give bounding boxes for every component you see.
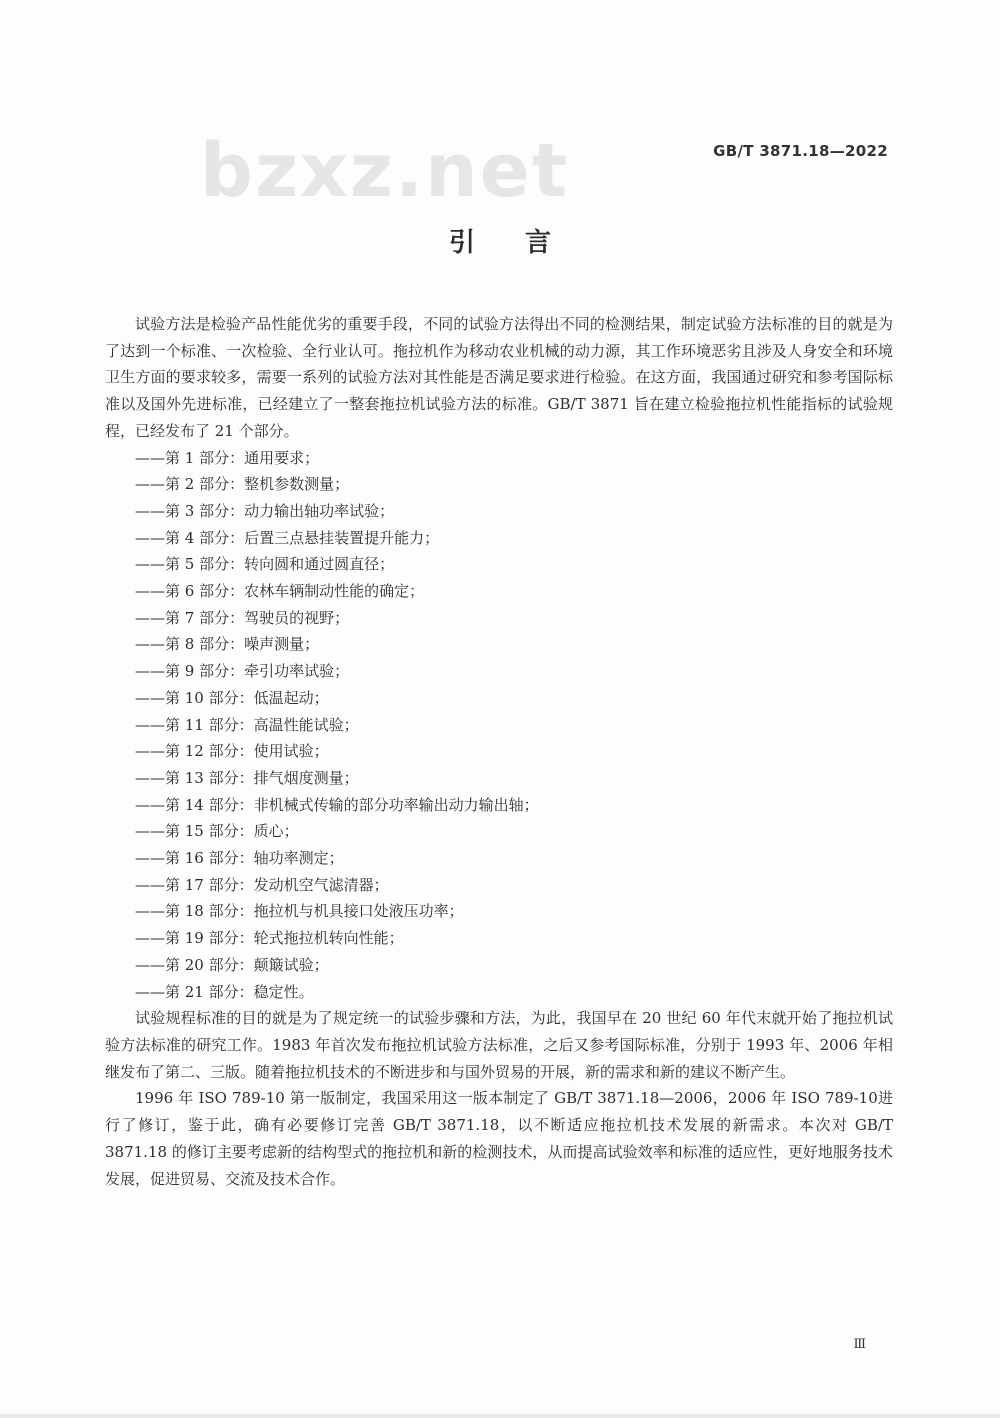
intro-body — [105, 311, 893, 1192]
parts-list — [105, 445, 893, 1006]
intro-paragraph-2: 试验规程标准的目的就是为了规定统一的试验步骤和方法，为此，我国早在 20 世纪 60 年代末就开始了拖拉机试验方法标准的研究工作。1983 年首次发布拖拉机试验方法标准，之后又参考国际标准，分别于 1993 年、2006 年相继发布了第二、三版。随着拖拉机技术的不断进步和与国外贸易的开展，新的需求和新的建议不断产生。 — [105, 1009, 893, 1081]
intro-paragraph-3: 1996 年 ISO 789-10 第一版制定，我国采用这一版本制定了 GB/T 3871.18—2006，2006 年 ISO 789-10进行了修订，鉴于此，确有必要修订完善 GB/T 3871.18，以不断适应拖拉机技术发展的新需求。本次对 GB/T 3871.18 的修订主要考虑新的结构型式的拖拉机和新的检测技术，从而提高试验效率和标准的适应性，更好地服务技术发展，促进贸易、交流及技术合作。 — [105, 1089, 893, 1188]
page-title: 引言 — [448, 228, 601, 258]
list-item: ——第 17 部分：发动机空气滤清器； — [135, 875, 389, 894]
list-item: ——第 21 部分：稳定性。 — [135, 982, 314, 1001]
list-item: ——第 13 部分：排气烟度测量； — [135, 768, 359, 787]
list-item: ——第 14 部分：非机械式传输的部分功率输出动力输出轴； — [135, 795, 539, 814]
page-edge-shadow — [0, 1414, 1000, 1418]
intro-paragraph-1: 试验方法是检验产品性能优劣的重要手段，不同的试验方法得出不同的检测结果，制定试验方法标准的目的就是为了达到一个标准、一次检验、全行业认可。拖拉机作为移动农业机械的动力源，其工作环境恶劣且涉及人身安全和环境卫生方面的要求较多，需要一系列的试验方法对其性能是否满足要求进行检验。在这方面，我国通过研究和参考国际标准以及国外先进标准，已经建立了一整套拖拉机试验方法的标准。GB/T 3871 旨在建立检验拖拉机性能指标的试验规程，已经发布了 21 个部分。 — [105, 315, 893, 440]
standard-id: GB/T 3871.18—2022 — [713, 142, 888, 160]
list-item: ——第 2 部分：整机参数测量； — [135, 475, 350, 494]
list-item: ——第 1 部分：通用要求； — [135, 448, 320, 467]
list-item: ——第 12 部分：使用试验； — [135, 742, 329, 761]
list-item: ——第 5 部分：转向圆和通过圆直径； — [135, 555, 395, 574]
list-item: ——第 10 部分：低温起动； — [135, 688, 329, 707]
page-number: Ⅲ — [853, 1337, 865, 1352]
list-item: ——第 16 部分：轴功率测定； — [135, 849, 344, 868]
list-item: ——第 9 部分：牵引功率试验； — [135, 662, 350, 681]
list-item: ——第 15 部分：质心； — [135, 822, 299, 841]
watermark: bzxz.net — [200, 128, 570, 214]
list-item: ——第 18 部分：拖拉机与机具接口处液压功率； — [135, 902, 464, 921]
list-item: ——第 11 部分：高温性能试验； — [135, 715, 359, 734]
list-item: ——第 7 部分：驾驶员的视野； — [135, 608, 350, 627]
list-item: ——第 3 部分：动力输出轴功率试验； — [135, 501, 395, 520]
list-item: ——第 6 部分：农林车辆制动性能的确定； — [135, 582, 425, 601]
list-item: ——第 8 部分：噪声测量； — [135, 635, 320, 654]
list-item: ——第 4 部分：后置三点悬挂装置提升能力； — [135, 528, 440, 547]
list-item: ——第 19 部分：轮式拖拉机转向性能； — [135, 929, 404, 948]
list-item: ——第 20 部分：颠簸试验； — [135, 955, 329, 974]
